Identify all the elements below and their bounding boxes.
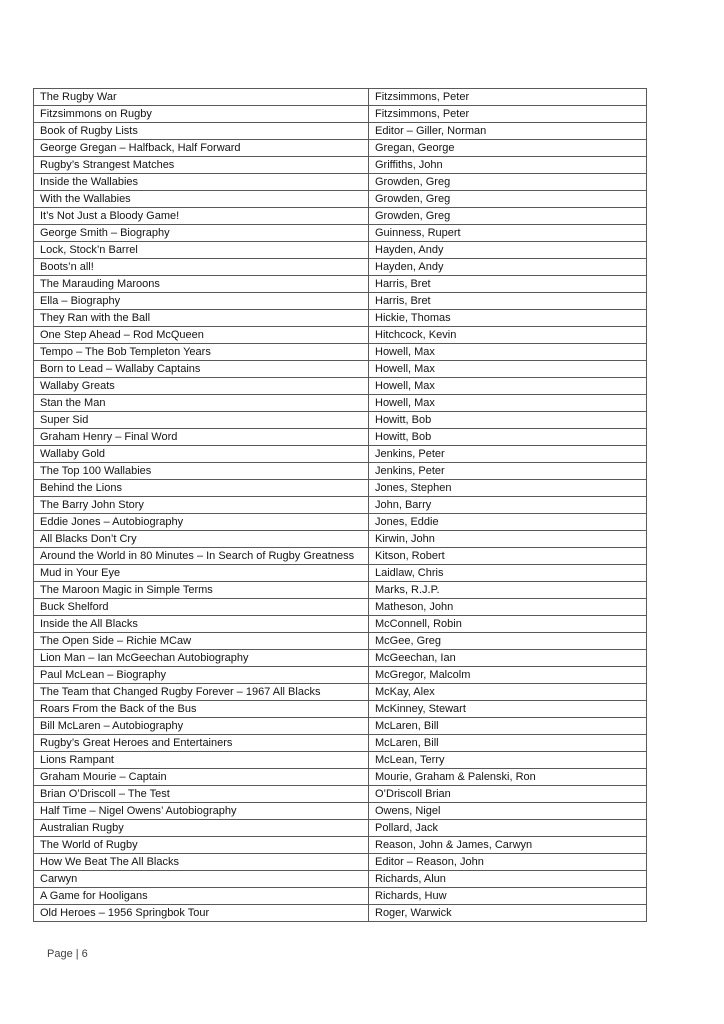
cell-title: Bill McLaren – Autobiography [34, 718, 369, 735]
cell-author: Growden, Greg [369, 208, 647, 225]
table-row [34, 344, 647, 361]
cell-author: Howell, Max [369, 344, 647, 361]
cell-author: McLaren, Bill [369, 718, 647, 735]
cell-title: It’s Not Just a Bloody Game! [34, 208, 369, 225]
cell-author: Roger, Warwick [369, 905, 647, 922]
table-row [34, 208, 647, 225]
cell-author: Howell, Max [369, 361, 647, 378]
cell-author: Hickie, Thomas [369, 310, 647, 327]
table-row [34, 888, 647, 905]
cell-title: The Maroon Magic in Simple Terms [34, 582, 369, 599]
table-row [34, 514, 647, 531]
cell-author: Mourie, Graham & Palenski, Ron [369, 769, 647, 786]
cell-author: McGeechan, Ian [369, 650, 647, 667]
cell-author: Jenkins, Peter [369, 463, 647, 480]
table-row [34, 225, 647, 242]
table-row [34, 565, 647, 582]
table-row [34, 259, 647, 276]
cell-author: Harris, Bret [369, 276, 647, 293]
cell-title: Wallaby Greats [34, 378, 369, 395]
cell-title: Around the World in 80 Minutes – In Search of Rugby Greatness [34, 548, 369, 565]
cell-author: Guinness, Rupert [369, 225, 647, 242]
books-table [33, 88, 647, 922]
table-row [34, 803, 647, 820]
table-row [34, 667, 647, 684]
cell-title: Behind the Lions [34, 480, 369, 497]
table-row [34, 89, 647, 106]
cell-title: Fitzsimmons on Rugby [34, 106, 369, 123]
cell-author: Pollard, Jack [369, 820, 647, 837]
cell-author: Fitzsimmons, Peter [369, 89, 647, 106]
cell-title: Australian Rugby [34, 820, 369, 837]
cell-title: Rugby’s Great Heroes and Entertainers [34, 735, 369, 752]
cell-title: Eddie Jones – Autobiography [34, 514, 369, 531]
cell-author: Editor – Giller, Norman [369, 123, 647, 140]
table-row [34, 837, 647, 854]
cell-author: Howitt, Bob [369, 412, 647, 429]
table-row [34, 106, 647, 123]
cell-title: Buck Shelford [34, 599, 369, 616]
table-row [34, 871, 647, 888]
table-row [34, 140, 647, 157]
table-row [34, 752, 647, 769]
table-row [34, 684, 647, 701]
table-row [34, 361, 647, 378]
table-row [34, 446, 647, 463]
cell-author: Editor – Reason, John [369, 854, 647, 871]
cell-author: Hayden, Andy [369, 242, 647, 259]
cell-author: McLean, Terry [369, 752, 647, 769]
table-row [34, 582, 647, 599]
cell-author: John, Barry [369, 497, 647, 514]
cell-author: Kitson, Robert [369, 548, 647, 565]
cell-title: The World of Rugby [34, 837, 369, 854]
cell-title: The Top 100 Wallabies [34, 463, 369, 480]
cell-author: Griffiths, John [369, 157, 647, 174]
table-row [34, 497, 647, 514]
cell-title: Old Heroes – 1956 Springbok Tour [34, 905, 369, 922]
cell-author: Kirwin, John [369, 531, 647, 548]
cell-title: Graham Mourie – Captain [34, 769, 369, 786]
cell-title: Stan the Man [34, 395, 369, 412]
cell-author: McLaren, Bill [369, 735, 647, 752]
cell-author: McGee, Greg [369, 633, 647, 650]
cell-author: McKay, Alex [369, 684, 647, 701]
cell-title: Rugby’s Strangest Matches [34, 157, 369, 174]
cell-title: Lion Man – Ian McGeechan Autobiography [34, 650, 369, 667]
cell-title: One Step Ahead – Rod McQueen [34, 327, 369, 344]
cell-author: Howell, Max [369, 378, 647, 395]
cell-title: Book of Rugby Lists [34, 123, 369, 140]
cell-author: Jones, Stephen [369, 480, 647, 497]
table-row [34, 191, 647, 208]
table-row [34, 531, 647, 548]
table-row [34, 293, 647, 310]
cell-title: Boots’n all! [34, 259, 369, 276]
cell-title: Born to Lead – Wallaby Captains [34, 361, 369, 378]
table-row [34, 480, 647, 497]
cell-title: Inside the All Blacks [34, 616, 369, 633]
table-row [34, 854, 647, 871]
cell-title: Carwyn [34, 871, 369, 888]
page-footer: Page | 6 [47, 948, 88, 960]
table-row [34, 820, 647, 837]
cell-title: A Game for Hooligans [34, 888, 369, 905]
cell-title: Mud in Your Eye [34, 565, 369, 582]
table-row [34, 276, 647, 293]
table-row [34, 718, 647, 735]
cell-title: Roars From the Back of the Bus [34, 701, 369, 718]
cell-author: Howitt, Bob [369, 429, 647, 446]
books-table-body [34, 89, 647, 922]
cell-title: Graham Henry – Final Word [34, 429, 369, 446]
cell-author: Growden, Greg [369, 174, 647, 191]
table-row [34, 548, 647, 565]
table-row [34, 616, 647, 633]
cell-title: All Blacks Don’t Cry [34, 531, 369, 548]
table-row [34, 327, 647, 344]
cell-title: They Ran with the Ball [34, 310, 369, 327]
cell-title: George Gregan – Halfback, Half Forward [34, 140, 369, 157]
cell-author: O’Driscoll Brian [369, 786, 647, 803]
cell-title: Half Time – Nigel Owens’ Autobiography [34, 803, 369, 820]
cell-title: Ella – Biography [34, 293, 369, 310]
cell-title: With the Wallabies [34, 191, 369, 208]
table-row [34, 633, 647, 650]
table-row [34, 378, 647, 395]
cell-author: Richards, Alun [369, 871, 647, 888]
cell-title: Brian O’Driscoll – The Test [34, 786, 369, 803]
cell-title: Paul McLean – Biography [34, 667, 369, 684]
table-row [34, 905, 647, 922]
cell-author: Laidlaw, Chris [369, 565, 647, 582]
cell-author: Owens, Nigel [369, 803, 647, 820]
table-row [34, 174, 647, 191]
table-row [34, 242, 647, 259]
cell-title: Inside the Wallabies [34, 174, 369, 191]
cell-author: Gregan, George [369, 140, 647, 157]
table-row [34, 395, 647, 412]
cell-title: Tempo – The Bob Templeton Years [34, 344, 369, 361]
cell-title: Super Sid [34, 412, 369, 429]
cell-author: Hitchcock, Kevin [369, 327, 647, 344]
cell-author: Jenkins, Peter [369, 446, 647, 463]
cell-title: The Marauding Maroons [34, 276, 369, 293]
cell-title: George Smith – Biography [34, 225, 369, 242]
cell-author: Matheson, John [369, 599, 647, 616]
table-row [34, 429, 647, 446]
cell-author: Fitzsimmons, Peter [369, 106, 647, 123]
cell-author: McGregor, Malcolm [369, 667, 647, 684]
cell-author: McConnell, Robin [369, 616, 647, 633]
table-row [34, 769, 647, 786]
cell-author: Reason, John & James, Carwyn [369, 837, 647, 854]
cell-title: How We Beat The All Blacks [34, 854, 369, 871]
cell-author: Richards, Huw [369, 888, 647, 905]
cell-title: The Rugby War [34, 89, 369, 106]
table-row [34, 786, 647, 803]
table-row [34, 650, 647, 667]
cell-title: Lock, Stock’n Barrel [34, 242, 369, 259]
table-row [34, 463, 647, 480]
table-row [34, 123, 647, 140]
cell-title: Lions Rampant [34, 752, 369, 769]
table-row [34, 412, 647, 429]
cell-author: Growden, Greg [369, 191, 647, 208]
cell-author: Marks, R.J.P. [369, 582, 647, 599]
cell-author: Harris, Bret [369, 293, 647, 310]
cell-title: Wallaby Gold [34, 446, 369, 463]
cell-author: Hayden, Andy [369, 259, 647, 276]
cell-author: Jones, Eddie [369, 514, 647, 531]
table-row [34, 599, 647, 616]
table-row [34, 310, 647, 327]
table-row [34, 701, 647, 718]
cell-author: Howell, Max [369, 395, 647, 412]
table-row [34, 735, 647, 752]
cell-title: The Team that Changed Rugby Forever – 1967 All Blacks [34, 684, 369, 701]
table-row [34, 157, 647, 174]
cell-author: McKinney, Stewart [369, 701, 647, 718]
cell-title: The Barry John Story [34, 497, 369, 514]
cell-title: The Open Side – Richie MCaw [34, 633, 369, 650]
